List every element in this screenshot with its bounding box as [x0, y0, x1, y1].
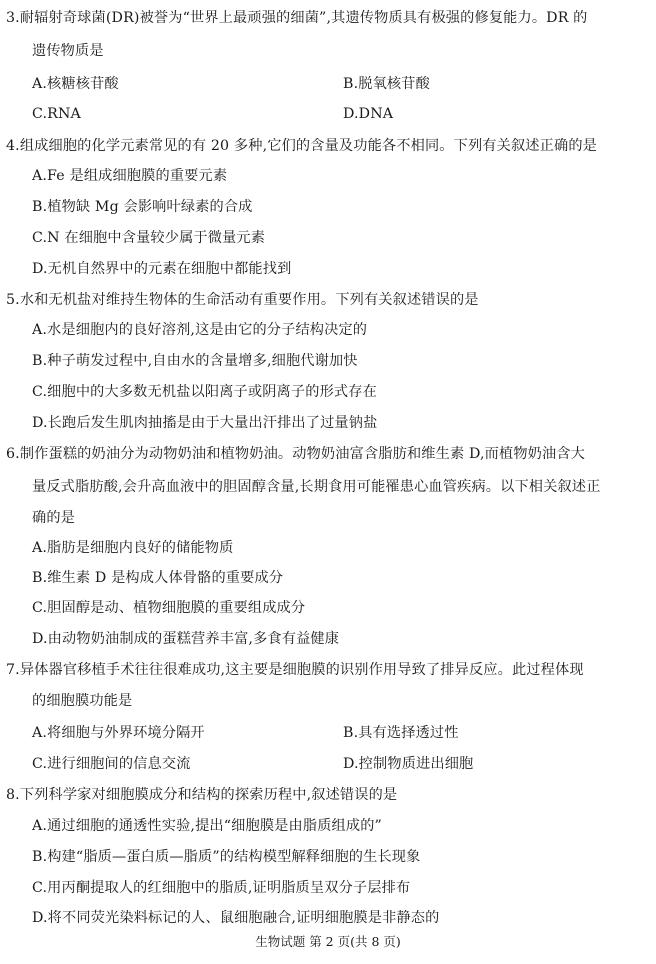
q6-option-d: D.由动物奶油制成的蛋糕营养丰富,多食有益健康 [32, 631, 340, 647]
q8-option-c: C.用丙酮提取人的红细胞中的脂质,证明脂质呈双分子层排布 [32, 880, 411, 896]
q7-stem-line2: 的细胞膜功能是 [32, 693, 133, 709]
q8-option-b: B.构建“脂质—蛋白质—脂质”的结构模型解释细胞的生长现象 [32, 849, 421, 865]
q5-stem-line1: 5.水和无机盐对维持生物体的生命活动有重要作用。下列有关叙述错误的是 [6, 292, 479, 308]
q3-stem-line2: 遗传物质是 [32, 43, 104, 59]
q3-option-d: D.DNA [343, 106, 394, 122]
q6-option-b: B.维生素 D 是构成人体骨骼的重要成分 [32, 570, 284, 586]
q6-stem-line2: 量反式脂肪酸,会升高血液中的胆固醇含量,长期食用可能罹患心血管疾病。以下相关叙述正 [32, 479, 601, 495]
q5-option-d: D.长跑后发生肌肉抽搐是由于大量出汗排出了过量钠盐 [32, 415, 378, 431]
q4-option-c: C.N 在细胞中含量较少属于微量元素 [32, 230, 266, 246]
q6-option-c: C.胆固醇是动、植物细胞膜的重要组成成分 [32, 600, 306, 616]
q6-option-a: A.脂肪是细胞内良好的储能物质 [32, 540, 234, 556]
page-footer: 生物试题 第 2 页(共 8 页) [255, 934, 401, 949]
q7-option-d: D.控制物质进出细胞 [343, 756, 474, 772]
q8-option-d: D.将不同荧光染料标记的人、鼠细胞融合,证明细胞膜是非静态的 [32, 910, 440, 926]
q4-option-a: A.Fe 是组成细胞膜的重要元素 [32, 168, 228, 184]
q5-option-a: A.水是细胞内的良好溶剂,这是由它的分子结构决定的 [32, 322, 368, 338]
q3-option-a: A.核糖核苷酸 [32, 76, 119, 92]
q6-stem-line1: 6.制作蛋糕的奶油分为动物奶油和植物奶油。动物奶油富含脂肪和维生素 D,而植物奶油含大 [6, 446, 586, 462]
q7-option-a: A.将细胞与外界环境分隔开 [32, 725, 205, 741]
q4-option-b: B.植物缺 Mg 会影响叶绿素的合成 [32, 199, 253, 215]
q8-stem-line1: 8.下列科学家对细胞膜成分和结构的探索历程中,叙述错误的是 [6, 787, 398, 803]
q8-option-a: A.通过细胞的通透性实验,提出“细胞膜是由脂质组成的” [32, 818, 382, 834]
q3-option-c: C.RNA [32, 106, 81, 122]
q3-option-b: B.脱氧核苷酸 [343, 76, 430, 92]
q4-option-d: D.无机自然界中的元素在细胞中都能找到 [32, 261, 292, 277]
q4-stem-line1: 4.组成细胞的化学元素常见的有 20 多种,它们的含量及功能各不相同。下列有关叙述正确的是 [6, 138, 597, 154]
q7-option-c: C.进行细胞间的信息交流 [32, 756, 191, 772]
q7-stem-line1: 7.异体器官移植手术往往很难成功,这主要是细胞膜的识别作用导致了排异反应。此过程体现 [6, 662, 584, 678]
q6-stem-line3: 确的是 [32, 510, 76, 526]
q5-option-b: B.种子萌发过程中,自由水的含量增多,细胞代谢加快 [32, 353, 358, 369]
q7-option-b: B.具有选择透过性 [343, 725, 459, 741]
q5-option-c: C.细胞中的大多数无机盐以阳离子或阴离子的形式存在 [32, 384, 377, 400]
q3-stem-line1: 3.耐辐射奇球菌(DR)被誉为“世界上最顽强的细菌”,其遗传物质具有极强的修复能力。DR 的 [6, 10, 588, 26]
